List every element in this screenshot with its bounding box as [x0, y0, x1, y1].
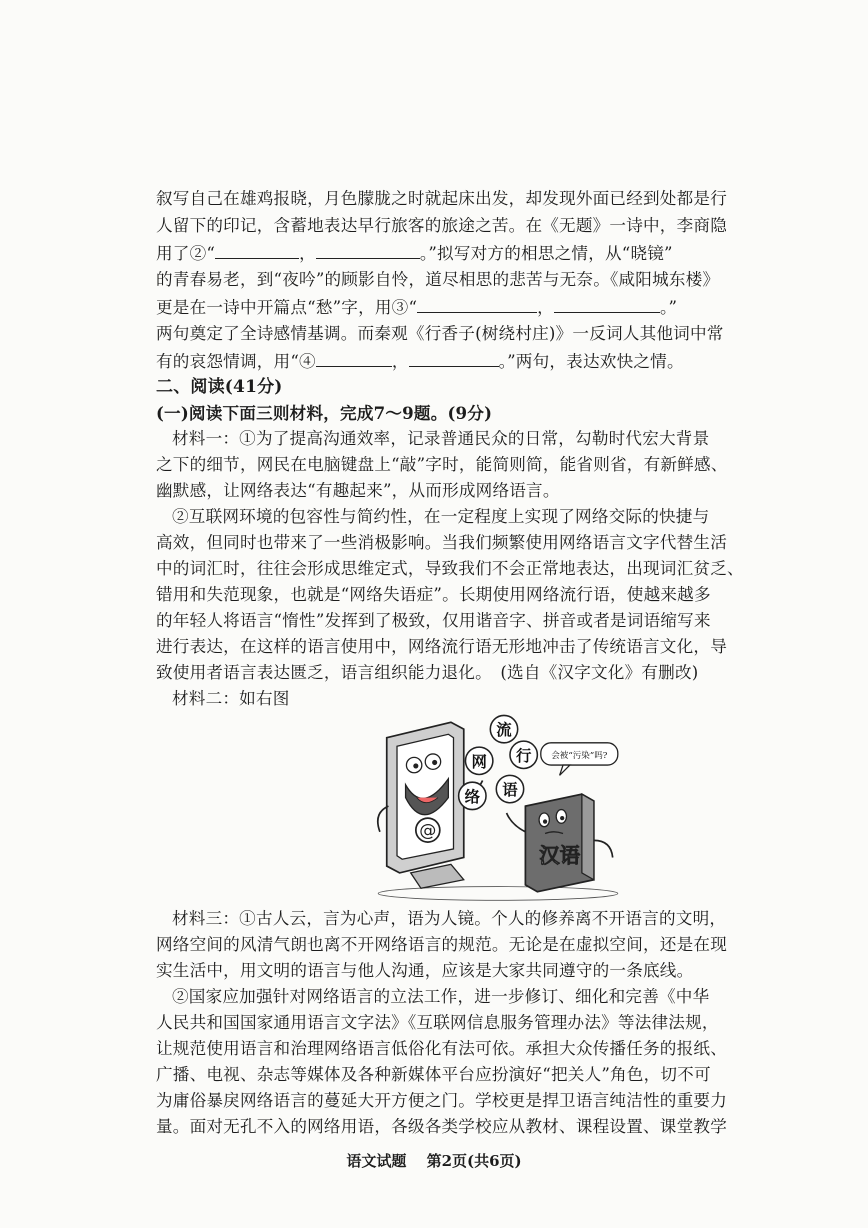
text-fragment: 有的哀怨情调，用“④: [156, 352, 316, 371]
text-fragment: 。”拟写对方的相思之情，从“晓镜”: [419, 244, 673, 263]
answer-blank[interactable]: [316, 348, 392, 367]
bubble-char: 语: [502, 781, 518, 800]
text-line: [156, 240, 696, 267]
answer-blank[interactable]: [409, 348, 499, 367]
text-line: [156, 348, 696, 375]
word-bubble: [465, 747, 492, 774]
word-bubble: [510, 741, 537, 768]
text-fragment: 。”两句，表达欢快之情。: [498, 352, 684, 371]
text-line: 网络空间的风清气朗也离不开网络语言的规范。无论是在虚拟空间，还是在现: [156, 935, 727, 954]
answer-blank[interactable]: [316, 240, 420, 259]
subsection-title: (一)阅读下面三则材料，完成7～9题。(9分): [156, 403, 493, 423]
text-fragment: ，: [537, 298, 554, 317]
material2-label: 材料二：如右图: [172, 689, 290, 708]
text-line: 高效，但同时也带来了一些消极影响。当我们频繁使用网络语言文字代替生活: [156, 533, 727, 552]
answer-blank[interactable]: [417, 294, 537, 313]
text-fragment: 用了②“: [156, 244, 216, 263]
bubble-char: 行: [515, 746, 532, 765]
text-line: 人留下的印记，含蓄地表达早行旅客的旅途之苦。在《无题》一诗中，李商隐: [156, 216, 727, 235]
text-line: 让规范使用语言和治理网络语言低俗化有法可依。承担大众传播任务的报纸、: [156, 1039, 727, 1058]
text-line: 之下的细节，网民在电脑键盘上“敲”字时，能简则简，能省则省，有新鲜感、: [156, 455, 728, 474]
cartoon-illustration: [348, 712, 648, 902]
text-fragment: ，: [391, 352, 409, 371]
text-line: 进行表达，在这样的语言使用中，网络流行语无形地冲击了传统语言文化，导: [156, 637, 727, 656]
text-line: 量。面对无孔不入的网络用语，各级各类学校应从教材、课程设置、课堂教学: [156, 1117, 727, 1136]
text-line: 实生活中，用文明的语言与他人沟通，应该是大家共同遵守的一条底线。: [156, 961, 694, 980]
text-line: 材料一：①为了提高沟通效率，记录普通民众的日常，勾勒时代宏大背景: [172, 429, 710, 448]
text-line: 人民共和国国家通用语言文字法》《互联网信息服务管理办法》等法律法规，: [156, 1013, 719, 1032]
bubble-char: 网: [471, 752, 487, 771]
text-line: 的青春易老，到“夜吟”的顾影自怜，道尽相思的悲苦与无奈。《咸阳城东楼》: [156, 270, 720, 289]
text-fragment: ，: [299, 244, 316, 263]
section-title: 二、阅读(41分): [156, 377, 283, 397]
word-bubble: [490, 715, 517, 742]
page-footer: 语文试题 第2页(共6页): [346, 1152, 522, 1170]
bubble-char: 流: [496, 721, 512, 740]
book-character: [507, 794, 613, 892]
text-fragment: 。”: [659, 298, 678, 317]
text-line: 致使用者语言表达匮乏，语言组织能力退化。 (选自《汉字文化》有删改): [156, 663, 699, 682]
at-symbol: @: [419, 821, 437, 842]
book-title: 汉语: [539, 843, 581, 868]
text-line: 中的词汇时，往往会形成思维定式，导致我们不会正常地表达，出现词汇贫乏、: [156, 559, 744, 578]
answer-blank[interactable]: [554, 294, 660, 313]
text-line: 的年轻人将语言“惰性”发挥到了极致，仅用谐音字、拼音或者是词语缩写来: [156, 611, 711, 630]
text-fragment: 更是在一诗中开篇点“愁”字，用③“: [156, 298, 418, 317]
text-line: 错用和失范现象，也就是“网络失语症”。长期使用网络流行语，使越来越多: [156, 585, 711, 604]
word-bubble: [496, 775, 523, 802]
word-bubble: [459, 782, 486, 809]
text-line: 幽默感，让网络表达“有趣起来”，从而形成网络语言。: [156, 481, 560, 500]
text-line: 材料三：①古人云，言为心声，语为人镜。个人的修养离不开语言的文明，: [172, 909, 727, 928]
answer-blank[interactable]: [215, 240, 299, 259]
text-line: 广播、电视、杂志等媒体及各种新媒体平台应扮演好“把关人”角色，切不可: [156, 1065, 711, 1084]
book-speech-bubble: [541, 743, 618, 776]
text-line: ②国家应加强针对网络语言的立法工作，进一步修订、细化和完善《中华: [172, 987, 710, 1006]
bubble-char: 络: [464, 787, 481, 806]
text-line: 两句奠定了全诗感情基调。而秦观《行香子(树绕村庄)》一反词人其他词中常: [156, 324, 724, 343]
text-line: ②互联网环境的包容性与简约性，在一定程度上实现了网络交际的快捷与: [172, 507, 710, 526]
text-line: 叙写自己在雄鸡报晓，月色朦胧之时就起床出发，却发现外面已经到处都是行: [156, 189, 727, 208]
ground-shadow: [378, 887, 618, 901]
text-line: [156, 294, 696, 321]
book-speech-text: 会被“污染”吗?: [551, 751, 608, 762]
text-line: 为庸俗暴戾网络语言的蔓延大开方便之门。学校更是捍卫语言纯洁性的重要力: [156, 1091, 727, 1110]
